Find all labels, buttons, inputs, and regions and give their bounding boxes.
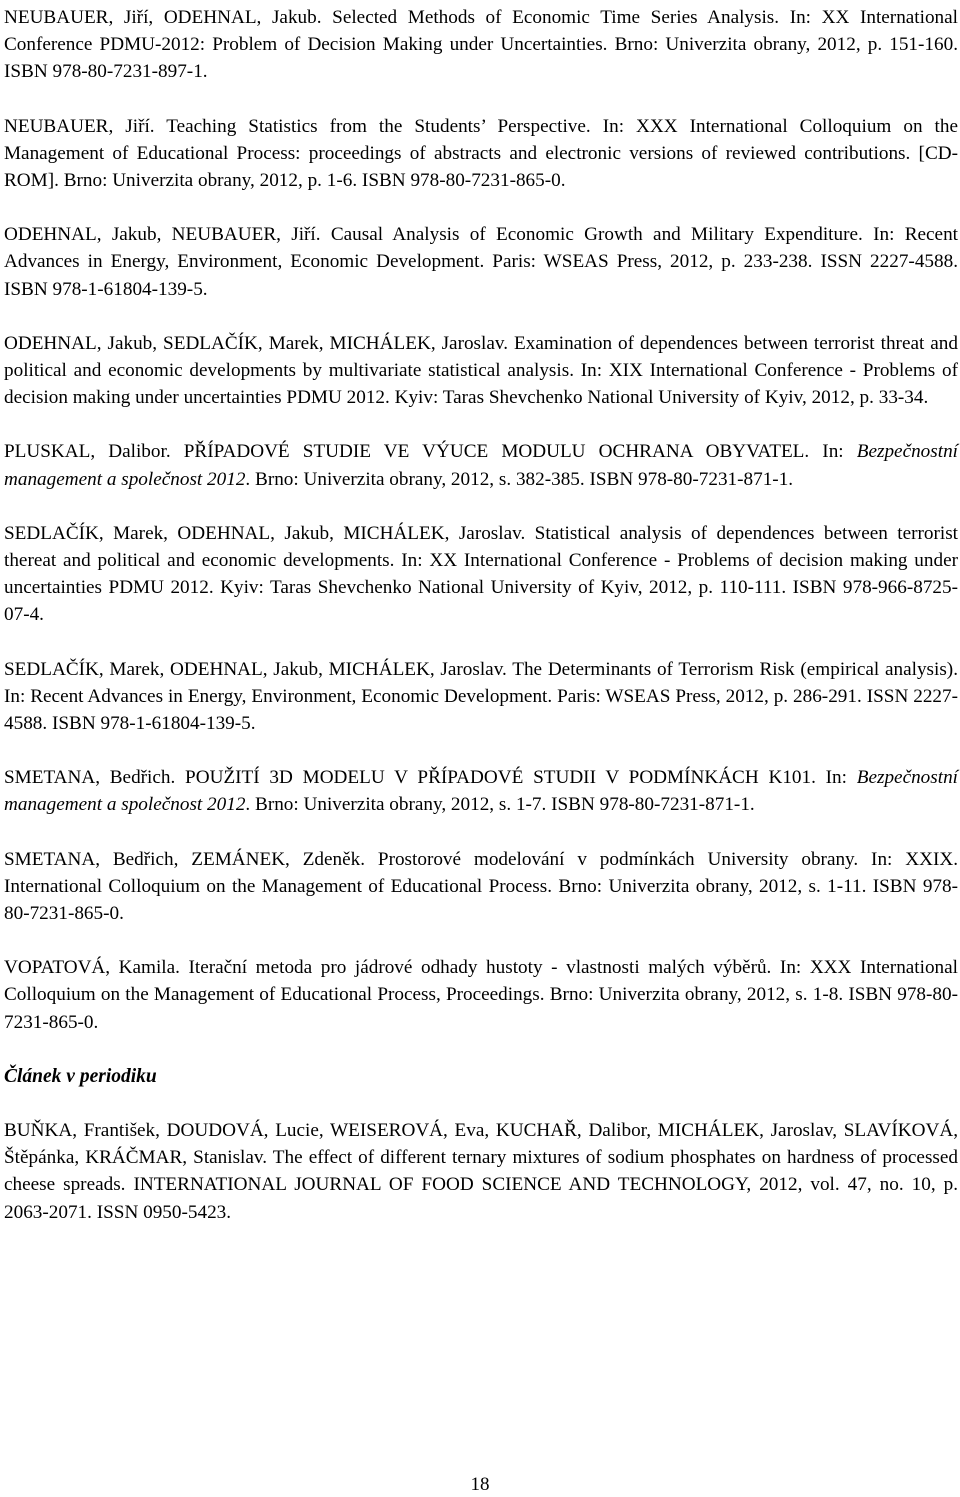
reference-entry — [4, 438, 958, 492]
reference-entry: SMETANA, Bedřich, ZEMÁNEK, Zdeněk. Prostorové modelování v podmínkách University obrany. In: XXIX. International Colloquium on the Management of Educational Process. Brno: Univerzita obrany, 2012, s. 1-11. ISBN 978-80-7231-865-0. — [4, 848, 958, 925]
reference-entry: ODEHNAL, Jakub, NEUBAUER, Jiří. Causal Analysis of Economic Growth and Military Expenditure. In: Recent Advances in Energy, Environment, Economic Development. Paris: WSEAS Press, 2012, p. 233-238. ISSN 2227-4588. ISBN 978-1-61804-139-5. — [4, 224, 958, 300]
reference-entry: NEUBAUER, Jiří, ODEHNAL, Jakub. Selected Methods of Economic Time Series Analysis. In: XX International Conference PDMU-2012: Problem of Decision Making under Uncertainties. Brno: Univerzita obrany, 2012, p. 151-160. ISBN 978-80-7231-897-1. — [4, 7, 958, 83]
section-heading: Článek v periodiku — [4, 1065, 157, 1087]
document-page — [4, 4, 958, 1253]
reference-italic-title: Bezpečnostní management a společnost 2012 — [4, 767, 958, 816]
reference-entry: SEDLAČÍK, Marek, ODEHNAL, Jakub, MICHÁLEK, Jaroslav. The Determinants of Terrorism Risk (empirical analysis). In: Recent Advances in Energy, Environment, Economic Development. Paris: WSEAS Press, 2012, p. 286-291. ISSN 2227-4588. ISBN 978-1-61804-139-5. — [4, 658, 958, 735]
reference-entry — [4, 764, 958, 818]
reference-entry: ODEHNAL, Jakub, SEDLAČÍK, Marek, MICHÁLEK, Jaroslav. Examination of dependences between terrorist threat and political and economic developments by multivariate statistical analysis. In: XIX International Conference - Problems of decision making under uncertainties PDMU 2012. Kyiv: Taras Shevchenko National University of Kyiv, 2012, p. 33-34. — [4, 332, 958, 409]
reference-entry: SEDLAČÍK, Marek, ODEHNAL, Jakub, MICHÁLEK, Jaroslav. Statistical analysis of dependences between terrorist thereat and political and economic developments. In: XX International Conference - Problems of decision making under uncertainties PDMU 2012. Kyiv: Taras Shevchenko National University of Kyiv, 2012, p. 110-111. ISBN 978-966-8725-07-4. — [4, 522, 958, 626]
page-number: 18 — [470, 1474, 490, 1495]
reference-text: SMETANA, Bedřich. POUŽITÍ 3D MODELU V PŘÍPADOVÉ STUDII V PODMÍNKÁCH K101. In: — [4, 767, 857, 789]
reference-entry: BUŇKA, František, DOUDOVÁ, Lucie, WEISEROVÁ, Eva, KUCHAŘ, Dalibor, MICHÁLEK, Jaroslav, SLAVÍKOVÁ, Štěpánka, KRÁČMAR, Stanislav. The effect of different ternary mixtures of sodium phosphates on hardness of processed cheese spreads. INTERNATIONAL JOURNAL OF FOOD SCIENCE AND TECHNOLOGY, 2012, vol. 47, no. 10, p. 2063-2071. ISSN 0950-5423. — [4, 1119, 958, 1223]
reference-entry: NEUBAUER, Jiří. Teaching Statistics from the Students’ Perspective. In: XXX International Colloquium on the Management of Educational Process: proceedings of abstracts and electronic versions of reviewed contributions. [CD-ROM]. Brno: Univerzita obrany, 2012, p. 1-6. ISBN 978-80-7231-865-0. — [4, 115, 958, 192]
reference-text: . Brno: Univerzita obrany, 2012, s. 1-7. ISBN 978-80-7231-871-1. — [245, 794, 755, 816]
reference-italic-title: Bezpečnostní management a společnost 2012 — [4, 441, 958, 490]
reference-text: PLUSKAL, Dalibor. PŘÍPADOVÉ STUDIE VE VÝUCE MODULU OCHRANA OBYVATEL. In: — [4, 441, 857, 463]
reference-entry: VOPATOVÁ, Kamila. Iterační metoda pro jádrové odhady hustoty - vlastnosti malých výběrů. In: XXX International Colloquium on the Management of Educational Process, Proceedings. Brno: Univerzita obrany, 2012, s. 1-8. ISBN 978-80-7231-865-0. — [4, 957, 958, 1033]
reference-text: . Brno: Univerzita obrany, 2012, s. 382-385. ISBN 978-80-7231-871-1. — [245, 468, 794, 490]
